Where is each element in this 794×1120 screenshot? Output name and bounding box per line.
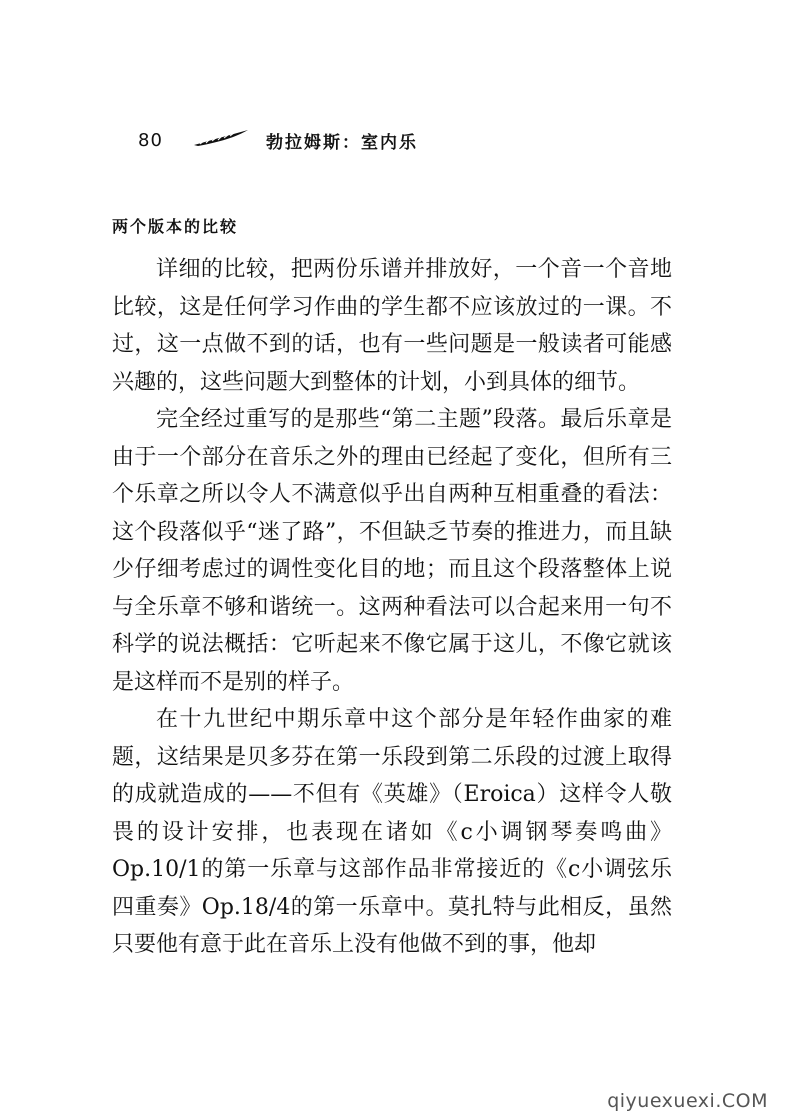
paragraph: 详细的比较，把两份乐谱并排放好，一个音一个音地比较，这是任何学习作曲的学生都不应该放过的一课。不过，这一点做不到的话，也有一些问题是一般读者可能感兴趣的，这些问题大到整体的计划，小到具体的细节。 bbox=[112, 257, 672, 395]
body-text bbox=[112, 251, 672, 964]
page-header bbox=[138, 126, 478, 156]
running-title: 勃拉姆斯：室内乐 bbox=[266, 133, 418, 153]
paragraph: 在十九世纪中期乐章中这个部分是年轻作曲家的难题，这结果是贝多芬在第一乐段到第二乐段的过渡上取得的成就造成的——不但有《英雄》（Eroica）这样令人敬畏的设计安排，也表现在诸如《c小调钢琴奏鸣曲》Op.10/1的第一乐章与这部作品非常接近的《c小调弦乐四重奏》Op.18/4的第一乐章中。莫扎特与此相反，虽然只要他有意于此在音乐上没有他做不到的事，他却 bbox=[112, 707, 672, 957]
site-watermark: qiyuexuexi.COM bbox=[607, 1090, 768, 1112]
feather-quill-icon bbox=[192, 128, 250, 148]
page-number: 80 bbox=[138, 130, 163, 151]
section-heading: 两个版本的比较 bbox=[112, 217, 239, 236]
paragraph: 完全经过重写的是那些“第二主题”段落。最后乐章是由于一个部分在音乐之外的理由已经起了变化，但所有三个乐章之所以令人不满意似乎出自两种互相重叠的看法：这个段落似乎“迷了路”，不但缺乏节奏的推进力，而且缺少仔细考虑过的调性变化目的地；而且这个段落整体上说与全乐章不够和谐统一。这两种看法可以合起来用一句不科学的说法概括：它听起来不像它属于这儿，不像它就该是这样而不是别的样子。 bbox=[112, 407, 672, 695]
